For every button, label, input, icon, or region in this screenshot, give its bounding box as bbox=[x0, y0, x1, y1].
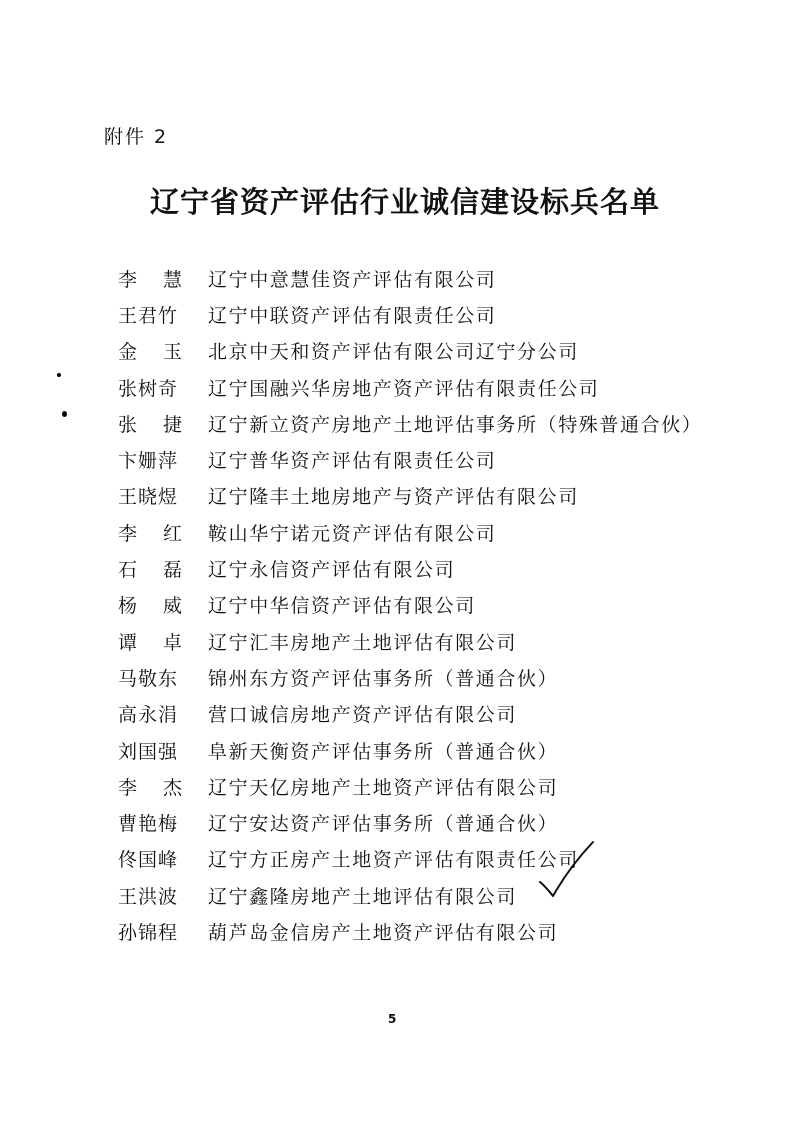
honoree-organization: 辽宁中华信资产评估有限公司 bbox=[208, 595, 476, 618]
list-item bbox=[118, 804, 758, 840]
list-item bbox=[118, 514, 758, 550]
honoree-name: 卞姗萍 bbox=[118, 450, 179, 473]
honoree-name: 王君竹 bbox=[118, 304, 179, 327]
handwritten-checkmark-icon bbox=[536, 838, 596, 908]
honoree-name: 王洪波 bbox=[118, 885, 179, 908]
list-item bbox=[118, 587, 758, 623]
honoree-organization: 营口诚信房地产资产评估有限公司 bbox=[208, 704, 518, 727]
list-item bbox=[118, 913, 758, 949]
honoree-name: 李 慧 bbox=[118, 268, 182, 291]
honoree-name: 张树奇 bbox=[118, 377, 179, 400]
honoree-organization: 葫芦岛金信房产土地资产评估有限公司 bbox=[208, 921, 559, 944]
honoree-name: 金 玉 bbox=[118, 341, 182, 364]
list-item bbox=[118, 260, 758, 296]
list-item bbox=[118, 768, 758, 804]
honoree-name: 王晓煜 bbox=[118, 486, 179, 509]
document-title: 辽宁省资产评估行业诚信建设标兵名单 bbox=[150, 185, 661, 219]
list-item bbox=[118, 333, 758, 369]
honoree-organization: 北京中天和资产评估有限公司辽宁分公司 bbox=[208, 341, 579, 364]
honoree-organization: 辽宁普华资产评估有限责任公司 bbox=[208, 450, 497, 473]
list-item bbox=[118, 369, 758, 405]
list-item bbox=[118, 696, 758, 732]
list-item bbox=[118, 478, 758, 514]
honoree-organization: 阜新天衡资产评估事务所（普通合伙） bbox=[208, 740, 559, 763]
honoree-organization: 辽宁汇丰房地产土地评估有限公司 bbox=[208, 631, 518, 654]
honoree-name: 李 杰 bbox=[118, 776, 182, 799]
honoree-name: 杨 威 bbox=[118, 595, 182, 618]
honoree-name: 刘国强 bbox=[118, 740, 179, 763]
honoree-name: 马敬东 bbox=[118, 667, 179, 690]
honoree-name: 孙锦程 bbox=[118, 921, 179, 944]
honoree-name: 李 红 bbox=[118, 522, 182, 545]
honoree-organization: 辽宁新立资产房地产土地评估事务所（特殊普通合伙） bbox=[208, 413, 703, 436]
honoree-organization: 辽宁天亿房地产土地资产评估有限公司 bbox=[208, 776, 559, 799]
scan-speck bbox=[62, 411, 67, 417]
scan-speck bbox=[57, 373, 61, 377]
honoree-name: 谭 卓 bbox=[118, 631, 182, 654]
list-item bbox=[118, 405, 758, 441]
list-item bbox=[118, 441, 758, 477]
honoree-organization: 辽宁方正房产土地资产评估有限责任公司 bbox=[208, 849, 579, 872]
honoree-organization: 锦州东方资产评估事务所（普通合伙） bbox=[208, 667, 559, 690]
honoree-organization: 辽宁隆丰土地房地产与资产评估有限公司 bbox=[208, 486, 579, 509]
page-number: 5 bbox=[388, 1012, 397, 1026]
honoree-name: 张 捷 bbox=[118, 413, 182, 436]
honoree-name: 高永涓 bbox=[118, 704, 179, 727]
list-item bbox=[118, 659, 758, 695]
list-item bbox=[118, 732, 758, 768]
list-item bbox=[118, 550, 758, 586]
honoree-name: 石 磊 bbox=[118, 559, 182, 582]
honoree-name: 曹艳梅 bbox=[118, 813, 179, 836]
honoree-organization: 辽宁安达资产评估事务所（普通合伙） bbox=[208, 813, 559, 836]
honoree-list bbox=[118, 260, 758, 950]
attachment-label: 附件 2 bbox=[104, 126, 169, 148]
list-item bbox=[118, 296, 758, 332]
list-item bbox=[118, 877, 758, 913]
honoree-organization: 辽宁国融兴华房地产资产评估有限责任公司 bbox=[208, 377, 600, 400]
honoree-name: 佟国峰 bbox=[118, 849, 179, 872]
honoree-organization: 辽宁永信资产评估有限公司 bbox=[208, 559, 456, 582]
honoree-organization: 辽宁中联资产评估有限责任公司 bbox=[208, 304, 497, 327]
list-item bbox=[118, 623, 758, 659]
honoree-organization: 鞍山华宁诺元资产评估有限公司 bbox=[208, 522, 497, 545]
honoree-organization: 辽宁中意慧佳资产评估有限公司 bbox=[208, 268, 497, 291]
list-item bbox=[118, 841, 758, 877]
honoree-organization: 辽宁鑫隆房地产土地评估有限公司 bbox=[208, 885, 518, 908]
